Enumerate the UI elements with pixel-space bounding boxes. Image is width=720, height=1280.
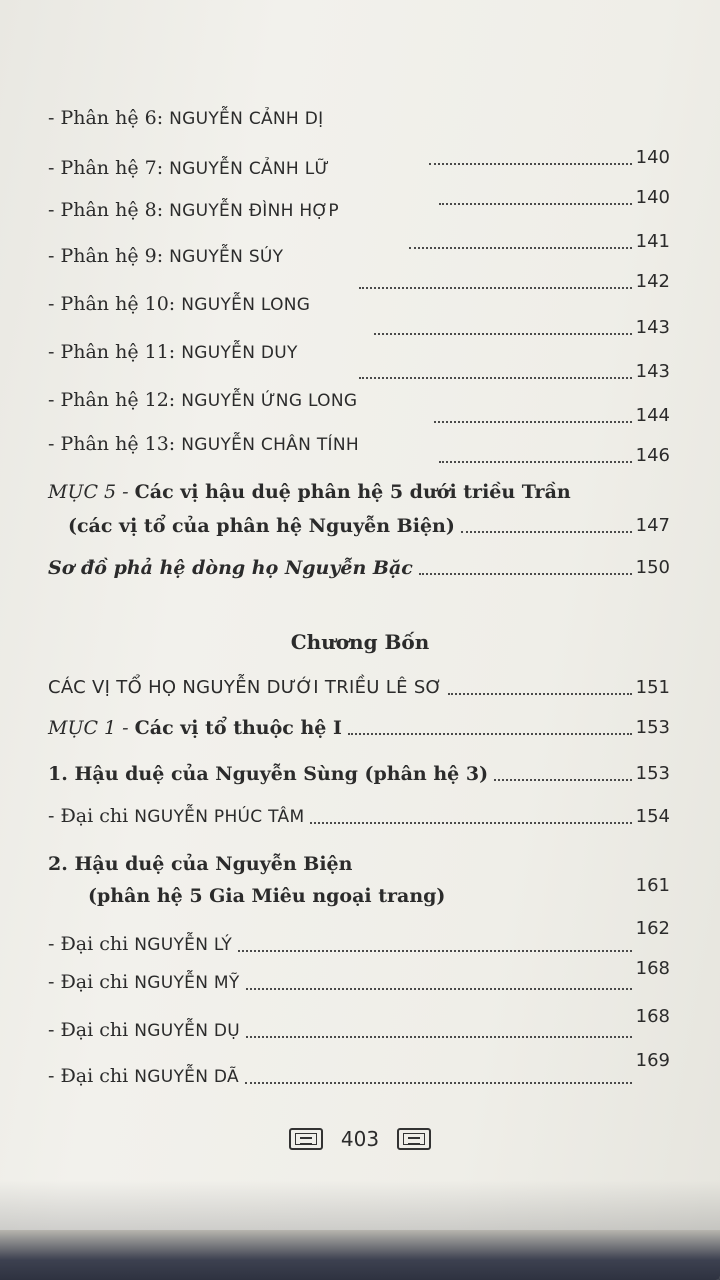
section-heading-line2	[48, 514, 670, 538]
leader-dots	[374, 332, 632, 335]
entry-prefix: - Phân hệ 10:	[48, 293, 182, 315]
entry-prefix: - Đại chi	[48, 805, 135, 827]
section-label: MỤC 1 -	[48, 717, 135, 739]
leader-dots	[310, 821, 631, 824]
leader-dots	[494, 778, 632, 781]
leader-dots	[461, 530, 632, 533]
toc-entry	[48, 106, 670, 131]
entry-name: NGUYỄN SÚY	[169, 247, 284, 267]
toc-entry-line2	[48, 875, 670, 908]
chapter-heading-text: CÁC VỊ TỔ HỌ NGUYỄN DƯỚI TRIỀU LÊ SƠ	[48, 677, 443, 698]
entry-name: NGUYỄN LONG	[181, 295, 311, 315]
section-title-line2: (các vị tổ của phân hệ Nguyễn Biện)	[68, 515, 455, 537]
section-heading	[48, 480, 670, 504]
entry-prefix: - Phân hệ 12:	[48, 389, 182, 411]
entry-prefix: - Phân hệ 8:	[48, 199, 170, 221]
entry-name: NGUYỄN LÝ	[134, 935, 233, 955]
entry-prefix: - Đại chi	[48, 933, 135, 955]
toc-entry	[48, 1006, 670, 1043]
entry-prefix: - Đại chi	[48, 1065, 135, 1087]
entry-prefix: - Phân hệ 7:	[48, 157, 170, 179]
entry-name: NGUYỄN ĐÌNH HỢP	[169, 201, 339, 221]
footer-page-number: 403	[340, 1127, 380, 1151]
entry-name: NGUYỄN PHÚC TÂM	[134, 807, 305, 827]
toc-entry	[48, 244, 670, 269]
left-ornament-icon	[289, 1128, 323, 1150]
page-number: 143	[635, 361, 670, 382]
leader-dots	[434, 420, 632, 423]
toc-entry-diagram	[48, 556, 670, 580]
page-number: 141	[635, 231, 670, 252]
entry-name: NGUYỄN DÃ	[134, 1067, 239, 1087]
entry-name: NGUYỄN MỸ	[134, 973, 240, 993]
section-heading	[48, 716, 670, 740]
leader-dots	[246, 987, 632, 990]
page-number: 169	[635, 1050, 670, 1071]
entry-name: NGUYỄN CẢNH DỊ	[169, 109, 324, 129]
leader-dots	[238, 949, 632, 952]
page-number: 161	[635, 875, 670, 896]
section-title-line1: Các vị hậu duệ phân hệ 5 dưới triều Trần	[134, 481, 571, 503]
page-number: 144	[635, 405, 670, 426]
entry-name: NGUYỄN DUY	[181, 343, 298, 363]
page-number: 146	[635, 445, 670, 466]
page-number: 150	[635, 557, 670, 578]
leader-dots	[348, 732, 632, 735]
section-title: Các vị tổ thuộc hệ I	[134, 717, 342, 739]
entry-name: NGUYỄN DỤ	[134, 1021, 241, 1041]
entry-prefix: - Phân hệ 13:	[48, 433, 182, 455]
toc-entry-page-only	[48, 360, 670, 384]
item-title-line2: (phân hệ 5 Gia Miêu ngoại trang)	[88, 885, 446, 907]
item-title: 1. Hậu duệ của Nguyễn Sùng (phân hệ 3)	[48, 763, 489, 785]
page-number: 162	[635, 918, 670, 939]
page-number: 143	[635, 317, 670, 338]
toc-entry	[48, 762, 670, 786]
page-number: 153	[635, 763, 670, 784]
leader-dots	[245, 1081, 632, 1084]
page-number: 168	[635, 958, 670, 979]
page-number: 153	[635, 717, 670, 738]
item-title-line1: 2. Hậu duệ của Nguyễn Biện	[48, 853, 353, 875]
leader-dots	[439, 460, 632, 463]
entry-prefix: - Phân hệ 6:	[48, 107, 170, 129]
page-number: 151	[635, 677, 670, 698]
entry-name: NGUYỄN CẢNH LỮ	[169, 159, 330, 179]
chapter-heading	[48, 676, 670, 700]
entry-prefix: - Đại chi	[48, 1019, 135, 1041]
leader-dots	[419, 572, 632, 575]
page-number: 140	[635, 147, 670, 168]
entry-name: NGUYỄN CHÂN TÍNH	[181, 435, 359, 455]
toc-entry	[48, 1050, 670, 1089]
toc-entry-page-only	[48, 404, 670, 428]
entry-name: NGUYỄN ỨNG LONG	[181, 391, 358, 411]
toc-entry	[48, 958, 670, 995]
toc-entry-page-only	[48, 444, 670, 468]
chapter-title: Chương Bốn	[290, 630, 430, 654]
leader-dots	[359, 376, 632, 379]
page-number: 147	[635, 515, 670, 536]
page-number: 142	[635, 271, 670, 292]
toc-entry	[48, 918, 670, 957]
right-ornament-icon	[397, 1128, 431, 1150]
toc-entry-page-only	[48, 316, 670, 340]
leader-dots	[448, 692, 631, 695]
toc-entry	[48, 804, 670, 829]
section-label: MỤC 5 -	[48, 481, 135, 503]
leader-dots	[246, 1035, 632, 1038]
entry-prefix: - Phân hệ 11:	[48, 341, 182, 363]
entry-prefix: - Đại chi	[48, 971, 135, 993]
entry-prefix: - Phân hệ 9:	[48, 245, 170, 267]
toc-entry	[48, 852, 670, 876]
leader-dots	[359, 286, 632, 289]
page-bottom-edge	[0, 1230, 720, 1280]
toc-entry	[48, 292, 670, 317]
page-number: 168	[635, 1006, 670, 1027]
diagram-title: Sơ đồ phả hệ dòng họ Nguyễn Bặc	[48, 557, 413, 579]
toc-entry-page-only	[48, 270, 670, 294]
page-number: 140	[635, 187, 670, 208]
toc-entry	[48, 156, 670, 181]
page-number: 154	[635, 806, 670, 827]
toc-entry	[48, 198, 670, 223]
page-footer	[0, 1127, 720, 1151]
